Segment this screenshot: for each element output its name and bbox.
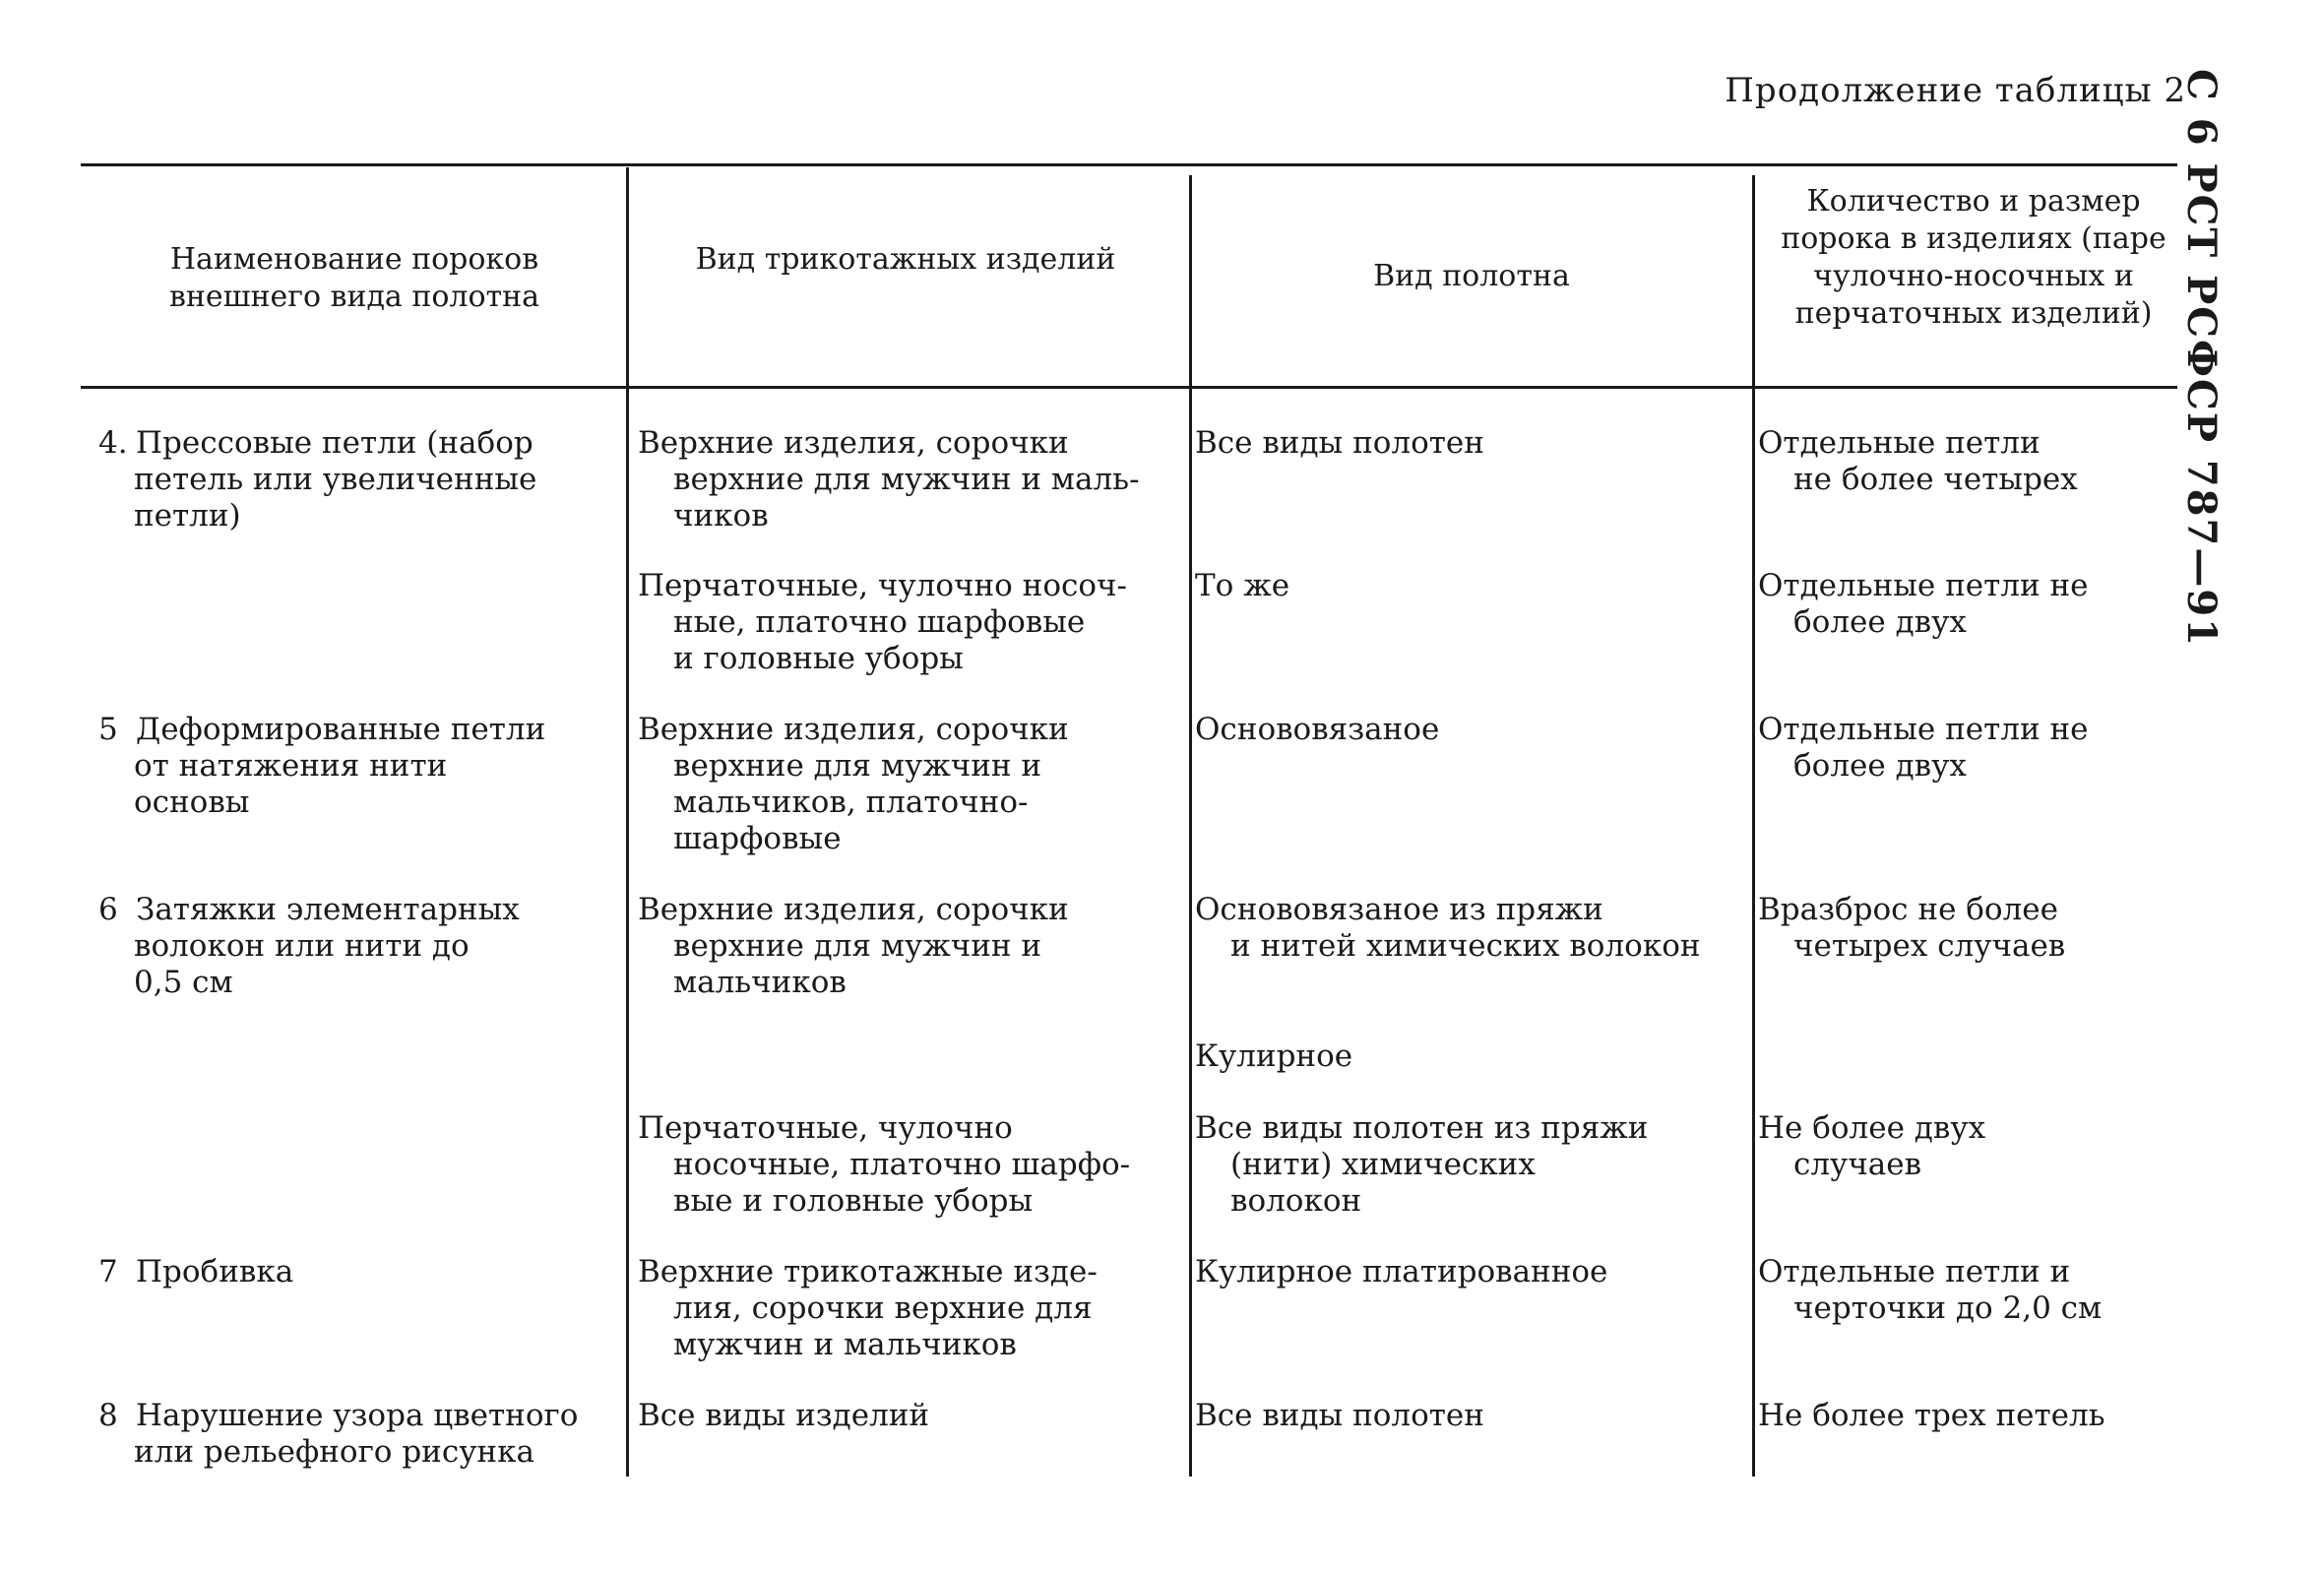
cell-line: ные, платочно шарфовые bbox=[673, 604, 1086, 640]
cell-line: 0,5 см bbox=[134, 965, 233, 1000]
cell-line: Перчаточные, чулочно bbox=[638, 1110, 1013, 1146]
cell-line: чиков bbox=[673, 498, 769, 534]
cell-line: То же bbox=[1195, 568, 1290, 603]
cell-line: 6 Затяжки элементарных bbox=[98, 892, 520, 927]
fabric-type-cell bbox=[1195, 425, 1746, 462]
cell-line: мальчиков, платочно- bbox=[673, 785, 1029, 820]
product-type-cell bbox=[638, 425, 1179, 534]
cell-line: Все виды полотен bbox=[1195, 1398, 1484, 1433]
cell-line: более двух bbox=[1793, 748, 1967, 784]
defect-amount-cell bbox=[1758, 892, 2181, 965]
cell-line: Перчаточные, чулочно носоч- bbox=[638, 568, 1127, 603]
cell-line: Отдельные петли не bbox=[1758, 568, 2089, 603]
product-type-cell bbox=[638, 892, 1179, 1001]
cell-line: Верхние трикотажные изде- bbox=[638, 1254, 1098, 1289]
cell-line: Отдельные петли bbox=[1758, 425, 2041, 461]
cell-line: Основовязаное из пряжи bbox=[1195, 892, 1603, 927]
cell-line: Отдельные петли не bbox=[1758, 712, 2089, 747]
cell-line: мужчин и мальчиков bbox=[673, 1327, 1017, 1362]
fabric-type-cell bbox=[1195, 1254, 1746, 1290]
cell-line: волокон bbox=[1230, 1183, 1362, 1219]
defect-number: 6 bbox=[98, 892, 118, 927]
defect-amount-cell bbox=[1758, 1398, 2181, 1434]
cell-line: Отдельные петли и bbox=[1758, 1254, 2071, 1289]
cell-line: случаев bbox=[1793, 1147, 1922, 1182]
defect-amount-cell bbox=[1758, 568, 2181, 641]
cell-line: петель или увеличенные bbox=[134, 462, 537, 497]
fabric-type-cell bbox=[1195, 1110, 1746, 1220]
defect-name-cell bbox=[98, 1398, 610, 1471]
cell-line: от натяжения нити bbox=[134, 748, 448, 784]
table-caption: Продолжение таблицы 2 bbox=[1725, 71, 2186, 110]
cell-line: верхние для мужчин и bbox=[673, 748, 1042, 784]
fabric-type-cell bbox=[1195, 1398, 1746, 1434]
cell-line: основы bbox=[134, 785, 250, 820]
cell-line: мальчиков bbox=[673, 965, 847, 1000]
defect-name-cell bbox=[98, 892, 610, 1001]
product-type-cell bbox=[638, 1110, 1179, 1220]
product-type-cell bbox=[638, 712, 1179, 857]
defect-number: 8 bbox=[98, 1398, 118, 1433]
cell-line: Основовязаное bbox=[1195, 712, 1440, 747]
header-amount: Количество и размер порока в изделиях (паре чулочно-носочных и перчаточных изделий) bbox=[1781, 184, 2167, 331]
header-defect: Наименование пороков внешнего вида полотна bbox=[168, 242, 540, 314]
cell-line: Верхние изделия, сорочки bbox=[638, 425, 1069, 461]
product-type-cell bbox=[638, 1254, 1179, 1363]
cell-line: четырех случаев bbox=[1793, 928, 2066, 964]
column-divider-2 bbox=[1189, 175, 1192, 1477]
cell-line: более двух bbox=[1793, 604, 1967, 640]
cell-line: Кулирное платированное bbox=[1195, 1254, 1608, 1289]
cell-line: Не более трех петель bbox=[1758, 1398, 2105, 1433]
cell-line: Вразброс не более bbox=[1758, 892, 2058, 927]
cell-line: Все виды полотен из пряжи bbox=[1195, 1110, 1649, 1146]
header-products: Вид трикотажных изделий bbox=[695, 242, 1116, 277]
cell-line: шарфовые bbox=[673, 821, 842, 856]
header-fabric: Вид полотна bbox=[1373, 259, 1570, 293]
cell-line: вые и головные уборы bbox=[673, 1183, 1034, 1219]
defect-number: 5 bbox=[98, 712, 118, 747]
cell-line: лия, сорочки верхние для bbox=[673, 1290, 1093, 1326]
defect-amount-cell bbox=[1758, 425, 2181, 498]
defect-name-cell bbox=[98, 712, 610, 821]
cell-line: не более четырех bbox=[1793, 462, 2078, 497]
product-type-cell bbox=[638, 568, 1179, 677]
table-header-rule bbox=[81, 386, 2177, 389]
defect-number: 4. bbox=[98, 425, 128, 461]
defect-amount-cell bbox=[1758, 1254, 2181, 1327]
cell-line: (нити) химических bbox=[1230, 1147, 1536, 1182]
defect-name-cell bbox=[98, 425, 610, 534]
cell-line: верхние для мужчин и bbox=[673, 928, 1042, 964]
fabric-type-cell bbox=[1195, 892, 1746, 965]
cell-line: Все виды полотен bbox=[1195, 425, 1484, 461]
cell-line: носочные, платочно шарфо- bbox=[673, 1147, 1131, 1182]
cell-line: черточки до 2,0 см bbox=[1793, 1290, 2103, 1326]
fabric-type-cell bbox=[1195, 568, 1746, 604]
cell-line: Верхние изделия, сорочки bbox=[638, 892, 1069, 927]
cell-line: или рельефного рисунка bbox=[134, 1434, 534, 1470]
table-top-rule bbox=[81, 163, 2177, 166]
column-divider-1 bbox=[626, 167, 629, 1477]
cell-line: петли) bbox=[134, 498, 241, 534]
cell-line: Все виды изделий bbox=[638, 1398, 930, 1433]
cell-line: 4. Прессовые петли (набор bbox=[98, 425, 534, 461]
defect-name-cell bbox=[98, 1254, 610, 1290]
fabric-type-cell bbox=[1195, 712, 1746, 748]
defect-number: 7 bbox=[98, 1254, 118, 1289]
page-side-label: С 6 РСТ РСФСР 787—91 bbox=[2178, 69, 2225, 648]
product-type-cell bbox=[638, 1398, 1179, 1434]
column-divider-3 bbox=[1752, 175, 1755, 1477]
cell-line: волокон или нити до bbox=[134, 928, 470, 964]
cell-line: 8 Нарушение узора цветного bbox=[98, 1398, 579, 1433]
cell-line: Кулирное bbox=[1195, 1038, 1353, 1074]
cell-line: и нитей химических волокон bbox=[1230, 928, 1701, 964]
cell-line: Верхние изделия, сорочки bbox=[638, 712, 1069, 747]
cell-line: 7 Пробивка bbox=[98, 1254, 294, 1289]
defect-amount-cell bbox=[1758, 1110, 2181, 1183]
cell-line: верхние для мужчин и маль- bbox=[673, 462, 1140, 497]
cell-line: Не более двух bbox=[1758, 1110, 1986, 1146]
defect-amount-cell bbox=[1758, 712, 2181, 785]
cell-line: 5 Деформированные петли bbox=[98, 712, 546, 747]
fabric-type-cell bbox=[1195, 1038, 1746, 1075]
cell-line: и головные уборы bbox=[673, 641, 964, 676]
